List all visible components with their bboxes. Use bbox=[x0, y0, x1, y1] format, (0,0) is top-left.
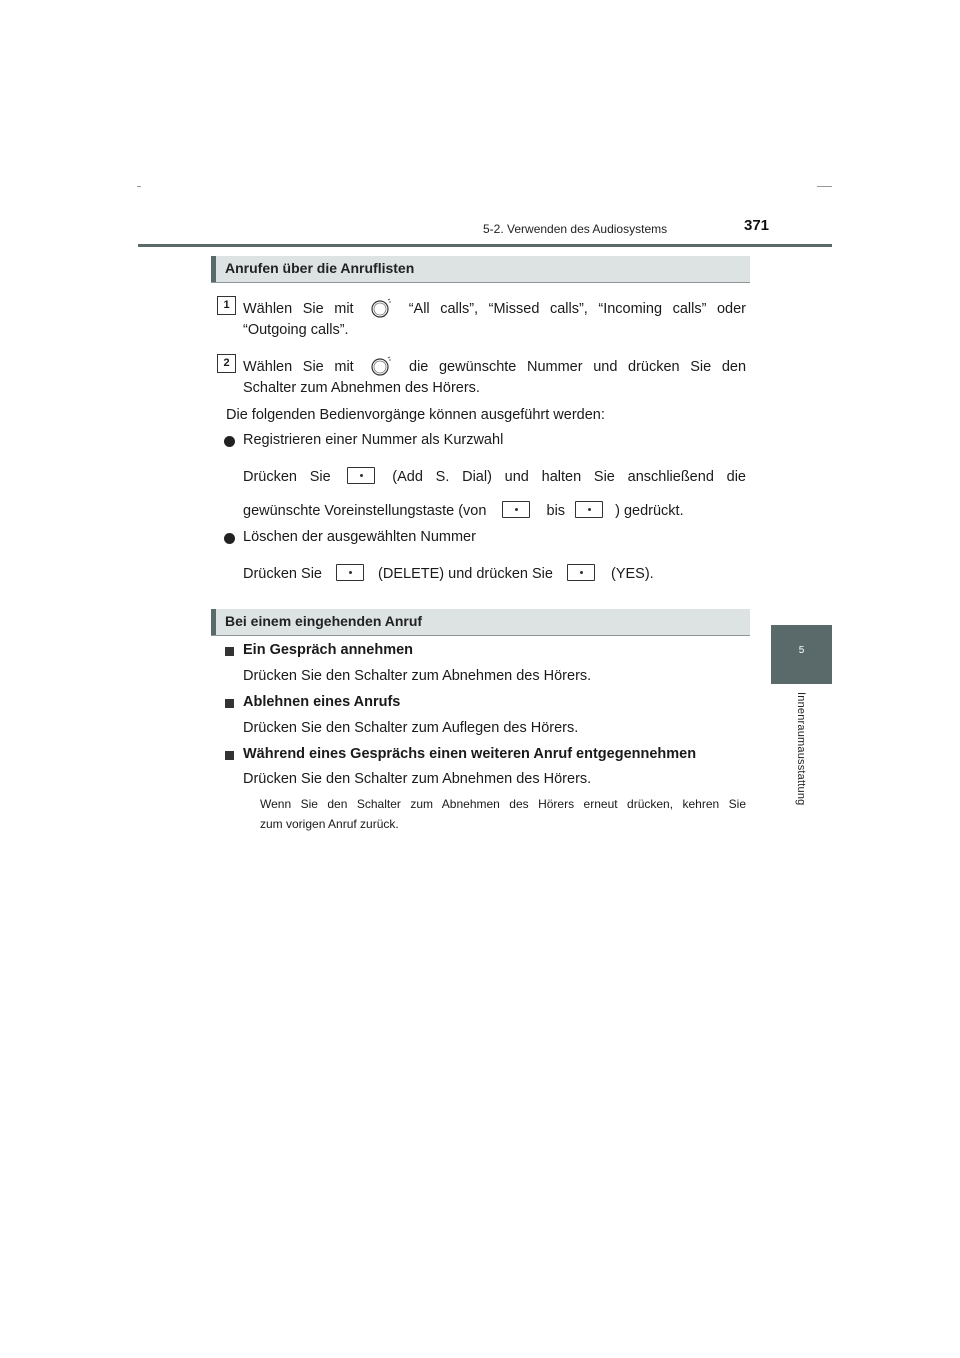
bullet2-l1-post: (YES). bbox=[611, 566, 654, 582]
section-heading-title: Bei einem eingehenden Anruf bbox=[225, 613, 423, 629]
preset-button-end-icon bbox=[575, 501, 603, 518]
bullet1-l2-mid: bis bbox=[546, 503, 566, 519]
bullet1-l2-pre: gewünschte Voreinstellungstaste (von bbox=[243, 503, 487, 519]
square-bullet bbox=[225, 647, 234, 656]
item2-text: Drücken Sie den Schalter zum Auflegen des Hörers. bbox=[243, 720, 579, 736]
section-heading-bar bbox=[211, 609, 216, 635]
section-heading-incoming-call bbox=[211, 609, 750, 636]
bullet1-l1-pre: Drücken Sie bbox=[243, 469, 331, 485]
section-heading-call-lists bbox=[211, 256, 750, 283]
delete-button-icon bbox=[336, 564, 364, 581]
step2-post: die gewünschte Nummer und drücken Sie den bbox=[409, 359, 747, 375]
item3-text: Drücken Sie den Schalter zum Abnehmen des Hörers. bbox=[243, 771, 592, 787]
step2-line2: Schalter zum Abnehmen des Hörers. bbox=[243, 380, 480, 396]
bullet1-line2 bbox=[243, 501, 684, 519]
step-number-2: 2 bbox=[217, 354, 236, 373]
item1-text: Drücken Sie den Schalter zum Abnehmen des Hörers. bbox=[243, 668, 592, 684]
bullet1-title: Registrieren einer Nummer als Kurzwahl bbox=[243, 432, 504, 448]
tune-knob-icon bbox=[370, 355, 392, 377]
bullet2-title: Löschen der ausgewählten Nummer bbox=[243, 529, 476, 545]
step-number-1: 1 bbox=[217, 296, 236, 315]
crop-mark-left bbox=[137, 186, 141, 187]
step2-line1 bbox=[243, 355, 746, 377]
bullet2-l1-pre: Drücken Sie bbox=[243, 566, 322, 582]
bullet1-l2-post: ) gedrückt. bbox=[615, 503, 684, 519]
item1-title: Ein Gespräch annehmen bbox=[243, 642, 414, 658]
page-number: 371 bbox=[744, 217, 770, 234]
bullet2-l1-mid: (DELETE) und drücken Sie bbox=[378, 566, 553, 582]
yes-button-icon bbox=[567, 564, 595, 581]
bullet1-line1 bbox=[243, 467, 746, 485]
step2-pre: Wählen Sie mit bbox=[243, 359, 354, 375]
preset-button-start-icon bbox=[502, 501, 530, 518]
bullet-dot bbox=[224, 436, 235, 447]
note-line2: zum vorigen Anruf zurück. bbox=[260, 817, 399, 831]
bullet1-l1-post: (Add S. Dial) und halten Sie anschließend die bbox=[392, 469, 746, 485]
chapter-label: Innenraumausstattung bbox=[795, 692, 807, 806]
operations-intro: Die folgenden Bedienvorgänge können ausgeführt werden: bbox=[226, 407, 605, 423]
note-line1: Wenn Sie den Schalter zum Abnehmen des Hörers erneut drücken, kehren Sie bbox=[260, 797, 746, 811]
item3-title: Während eines Gesprächs einen weiteren Anruf entgegennehmen bbox=[243, 746, 697, 762]
header-section-title: 5-2. Verwenden des Audiosystems bbox=[483, 222, 668, 236]
section-heading-bar bbox=[211, 256, 216, 282]
bullet2-line1 bbox=[243, 564, 654, 582]
tune-knob-icon bbox=[370, 297, 392, 319]
step1-pre: Wählen Sie mit bbox=[243, 301, 354, 317]
item2-title: Ablehnen eines Anrufs bbox=[243, 694, 401, 710]
add-speed-dial-button-icon bbox=[347, 467, 375, 484]
chapter-tab bbox=[771, 625, 832, 684]
step1-line1 bbox=[243, 297, 746, 319]
bullet-dot bbox=[224, 533, 235, 544]
square-bullet bbox=[225, 751, 234, 760]
section-heading-title: Anrufen über die Anruflisten bbox=[225, 260, 415, 276]
step1-post: “All calls”, “Missed calls”, “Incoming calls” oder bbox=[408, 301, 747, 317]
square-bullet bbox=[225, 699, 234, 708]
step1-line2: “Outgoing calls”. bbox=[243, 322, 349, 338]
header-rule bbox=[138, 244, 832, 247]
chapter-number: 5 bbox=[798, 645, 805, 656]
crop-mark-right bbox=[817, 186, 832, 187]
